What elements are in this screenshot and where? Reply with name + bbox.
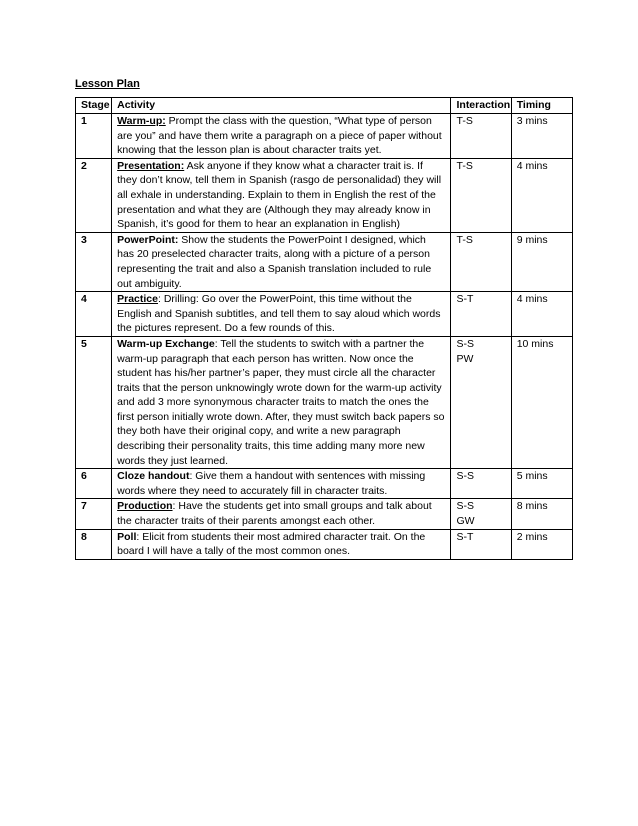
table-row (76, 114, 573, 159)
interaction-cell (451, 469, 511, 499)
activity-description: : Drilling: Go over the PowerPoint, this time without the English and Spanish subtitles, and tell them to say aloud which words the pictures represent. Do a few rounds of this. (117, 293, 441, 335)
timing-cell: 10 mins (511, 336, 572, 468)
interaction-value: GW (456, 515, 475, 528)
timing-cell: 9 mins (511, 232, 572, 291)
interaction-cell (451, 292, 511, 337)
activity-cell (112, 292, 451, 337)
activity-cell (112, 529, 451, 559)
stage-cell: 2 (76, 158, 112, 232)
timing-cell: 3 mins (511, 114, 572, 159)
stage-cell: 4 (76, 292, 112, 337)
activity-name: Production (117, 500, 173, 513)
activity-description: : Have the students get into small groups and talk about the character traits of their parents amongst each other. (117, 500, 432, 528)
interaction-cell (451, 529, 511, 559)
activity-name: Warm-up Exchange (117, 337, 215, 350)
activity-description: : Elicit from students their most admired character trait. On the board I will have a tally of the most common ones. (117, 530, 426, 558)
interaction-value: T-S (456, 159, 473, 172)
interaction-value: T-S (456, 233, 473, 246)
timing-cell: 4 mins (511, 158, 572, 232)
interaction-cell (451, 499, 511, 529)
interaction-value: S-T (456, 293, 474, 306)
table-row (76, 469, 573, 499)
table-row (76, 499, 573, 529)
table-row (76, 158, 573, 232)
header-activity: Activity (112, 98, 451, 114)
stage-cell: 6 (76, 469, 112, 499)
stage-cell: 8 (76, 529, 112, 559)
activity-cell (112, 499, 451, 529)
activity-cell (112, 336, 451, 468)
activity-name: Cloze handout (117, 470, 190, 483)
table-header-row (76, 98, 573, 114)
activity-name: Warm-up: (117, 115, 166, 127)
table-row (76, 529, 573, 559)
timing-cell: 4 mins (511, 292, 572, 337)
interaction-value: S-S (456, 337, 474, 350)
header-timing: Timing (511, 98, 572, 114)
activity-cell (112, 158, 451, 232)
activity-name: Presentation: (117, 159, 185, 172)
interaction-cell (451, 232, 511, 291)
stage-cell: 5 (76, 336, 112, 468)
header-stage: Stage (76, 98, 112, 114)
stage-cell: 1 (76, 114, 112, 159)
table-body (76, 114, 573, 560)
activity-name: PowerPoint: (117, 233, 179, 246)
activity-cell (112, 469, 451, 499)
lesson-plan-table (75, 97, 573, 560)
activity-description: Ask anyone if they know what a character trait is. If they don’t know, tell them in Spanish (rasgo de personalidad) they will all exhale in understanding. Explain to them in English the rest of the presentation and what they are (Although they may already know in Spanish, it’s good for them to hear an explanation in English) (117, 159, 442, 231)
document-title: Lesson Plan (75, 78, 140, 90)
timing-cell: 8 mins (511, 499, 572, 529)
activity-cell (112, 232, 451, 291)
interaction-cell (451, 336, 511, 468)
timing-cell: 2 mins (511, 529, 572, 559)
header-interaction: Interaction (451, 98, 511, 114)
activity-description: Show the students the PowerPoint I designed, which has 20 preselected character traits, along with a picture of a person representing the trait and also a Spanish translation included to rule out ambiguity. (117, 233, 432, 290)
activity-cell (112, 114, 451, 159)
stage-cell: 3 (76, 232, 112, 291)
interaction-value: PW (456, 352, 474, 365)
interaction-value: S-S (456, 470, 474, 483)
interaction-value: S-S (456, 500, 474, 513)
activity-description: : Tell the students to switch with a partner the warm-up paragraph that each person has written. Now once the student has his/her partner’s paper, they must circle all the character traits that the person unknowingly wrote down for the warm-up activity and add 3 more synonymous character traits to match the ones the first person initially wrote down. After, they must switch back papers so they both have their original copy, and write a new paragraph describing their personality traits, this time adding many more new words they just learned. (117, 337, 445, 467)
activity-name: Poll (117, 530, 137, 543)
activity-name: Practice (117, 293, 158, 306)
interaction-value: S-T (456, 530, 474, 543)
interaction-cell (451, 158, 511, 232)
table-row (76, 232, 573, 291)
timing-cell: 5 mins (511, 469, 572, 499)
interaction-cell (451, 114, 511, 159)
stage-cell: 7 (76, 499, 112, 529)
activity-description: : Give them a handout with sentences with missing words where they need to accurately fill in character traits. (117, 470, 426, 497)
interaction-value: T-S (456, 115, 473, 127)
table-row (76, 336, 573, 468)
activity-description: Prompt the class with the question, “What type of person are you” and have them write a paragraph on a piece of paper without knowing that the lesson plan is about character traits yet. (117, 115, 442, 157)
table-row (76, 292, 573, 337)
